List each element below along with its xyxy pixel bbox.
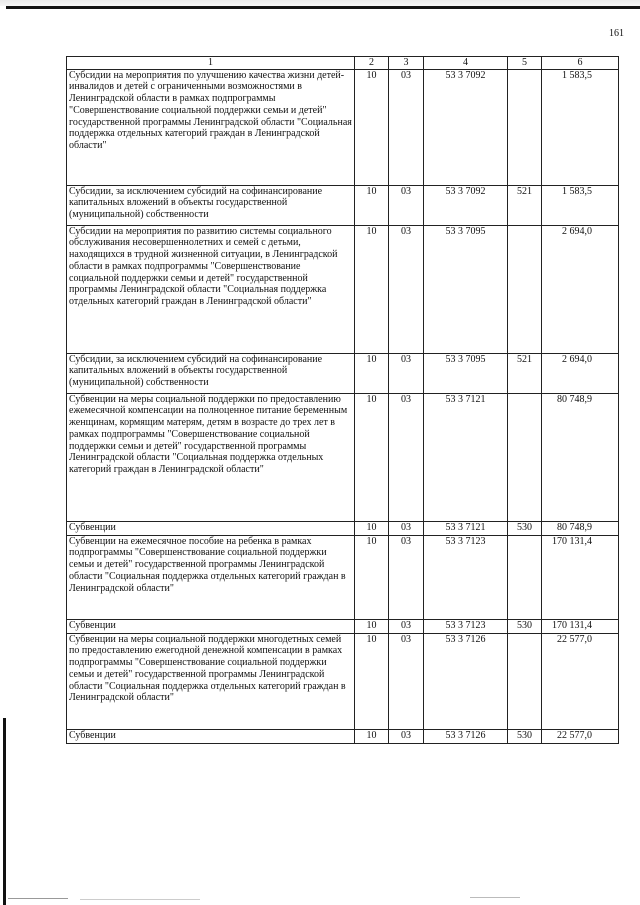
row-code: 53 3 7126 [424, 633, 508, 729]
table-header-row [67, 57, 619, 70]
row-code: 53 3 7126 [424, 729, 508, 743]
row-section: 10 [355, 225, 389, 353]
table-row [67, 353, 619, 393]
row-code: 53 3 7123 [424, 619, 508, 633]
row-sum: 22 577,0 [542, 729, 619, 743]
row-name: Субвенции [67, 521, 355, 535]
row-code: 53 3 7121 [424, 521, 508, 535]
row-section: 10 [355, 353, 389, 393]
row-code: 53 3 7095 [424, 353, 508, 393]
row-expense-type [508, 393, 542, 521]
row-name: Субвенции на ежемесячное пособие на ребенка в рамках подпрограммы "Совершенствование социальной поддержки семьи и детей" государственной программы Ленинградской области "Социальная поддержка отдельных категорий граждан в Ленинградской области" [67, 535, 355, 619]
top-border-line [6, 6, 640, 9]
row-name: Субвенции [67, 729, 355, 743]
header-col-1: 1 [67, 57, 355, 70]
row-expense-type: 530 [508, 619, 542, 633]
row-subsection: 03 [389, 353, 424, 393]
row-sum: 80 748,9 [542, 521, 619, 535]
row-subsection: 03 [389, 619, 424, 633]
header-col-3: 3 [389, 57, 424, 70]
table-row [67, 69, 619, 185]
row-sum: 80 748,9 [542, 393, 619, 521]
row-expense-type [508, 633, 542, 729]
row-sum: 1 583,5 [542, 69, 619, 185]
page-number: 161 [609, 28, 624, 39]
row-subsection: 03 [389, 729, 424, 743]
header-col-5: 5 [508, 57, 542, 70]
row-name: Субсидии, за исключением субсидий на софинансирование капитальных вложений в объекты государственной (муниципальной) собственности [67, 185, 355, 225]
row-name: Субсидии на мероприятия по развитию системы социального обслуживания несовершеннолетних и семей с детьми, находящихся в трудной жизненной ситуации, в Ленинградской области в рамках подпрограммы "Совершенствование социальной поддержки семьи и детей" государственной программы Ленинградской области "Социальная поддержка отдельных категорий граждан в Ленинградской области" [67, 225, 355, 353]
row-section: 10 [355, 535, 389, 619]
row-subsection: 03 [389, 225, 424, 353]
table-row [67, 393, 619, 521]
scan-artifact-line [80, 899, 200, 900]
row-name: Субсидии, за исключением субсидий на софинансирование капитальных вложений в объекты государственной (муниципальной) собственности [67, 353, 355, 393]
row-expense-type: 530 [508, 521, 542, 535]
scan-left-edge [3, 718, 6, 905]
header-col-6: 6 [542, 57, 619, 70]
scan-artifact-line [470, 897, 520, 898]
row-section: 10 [355, 185, 389, 225]
row-expense-type: 521 [508, 185, 542, 225]
row-expense-type: 530 [508, 729, 542, 743]
table-row [67, 225, 619, 353]
row-subsection: 03 [389, 69, 424, 185]
row-section: 10 [355, 393, 389, 521]
row-section: 10 [355, 633, 389, 729]
row-name: Субвенции на меры социальной поддержки многодетных семей по предоставлению ежегодной денежной компенсации в рамках подпрограммы "Совершенствование социальной поддержки семьи и детей" государственной программы Ленинградской области "Социальная поддержка отдельных категорий граждан в Ленинградской области" [67, 633, 355, 729]
row-name: Субсидии на мероприятия по улучшению качества жизни детей-инвалидов и детей с ограниченными возможностями в Ленинградской области в рамках подпрограммы "Совершенствование социальной поддержки семьи и детей" государственной программы Ленинградской области "Социальная поддержка отдельных категорий граждан в Ленинградской области" [67, 69, 355, 185]
row-sum: 170 131,4 [542, 535, 619, 619]
row-section: 10 [355, 619, 389, 633]
row-name: Субвенции на меры социальной поддержки по предоставлению ежемесячной компенсации на полноценное питание беременным женщинам, кормящим матерям, детям в возрасте до трех лет в рамках подпрограммы "Совершенствование социальной поддержки семьи и детей" государственной программы Ленинградской области "Социальная поддержка отдельных категорий граждан в Ленинградской области" [67, 393, 355, 521]
table-row [67, 633, 619, 729]
row-subsection: 03 [389, 535, 424, 619]
row-section: 10 [355, 729, 389, 743]
row-section: 10 [355, 69, 389, 185]
row-sum: 2 694,0 [542, 225, 619, 353]
row-sum: 2 694,0 [542, 353, 619, 393]
table-row [67, 185, 619, 225]
row-expense-type [508, 69, 542, 185]
row-code: 53 3 7121 [424, 393, 508, 521]
row-name: Субвенции [67, 619, 355, 633]
header-col-2: 2 [355, 57, 389, 70]
row-subsection: 03 [389, 393, 424, 521]
table-row [67, 535, 619, 619]
row-sum: 22 577,0 [542, 633, 619, 729]
row-subsection: 03 [389, 633, 424, 729]
budget-table [66, 56, 619, 744]
row-code: 53 3 7092 [424, 185, 508, 225]
row-code: 53 3 7095 [424, 225, 508, 353]
scan-artifact-line [8, 898, 68, 899]
header-col-4: 4 [424, 57, 508, 70]
row-code: 53 3 7123 [424, 535, 508, 619]
row-sum: 170 131,4 [542, 619, 619, 633]
row-subsection: 03 [389, 185, 424, 225]
row-sum: 1 583,5 [542, 185, 619, 225]
table-row [67, 729, 619, 743]
row-code: 53 3 7092 [424, 69, 508, 185]
row-expense-type [508, 535, 542, 619]
table-row [67, 521, 619, 535]
row-expense-type [508, 225, 542, 353]
row-expense-type: 521 [508, 353, 542, 393]
table-row [67, 619, 619, 633]
row-subsection: 03 [389, 521, 424, 535]
row-section: 10 [355, 521, 389, 535]
